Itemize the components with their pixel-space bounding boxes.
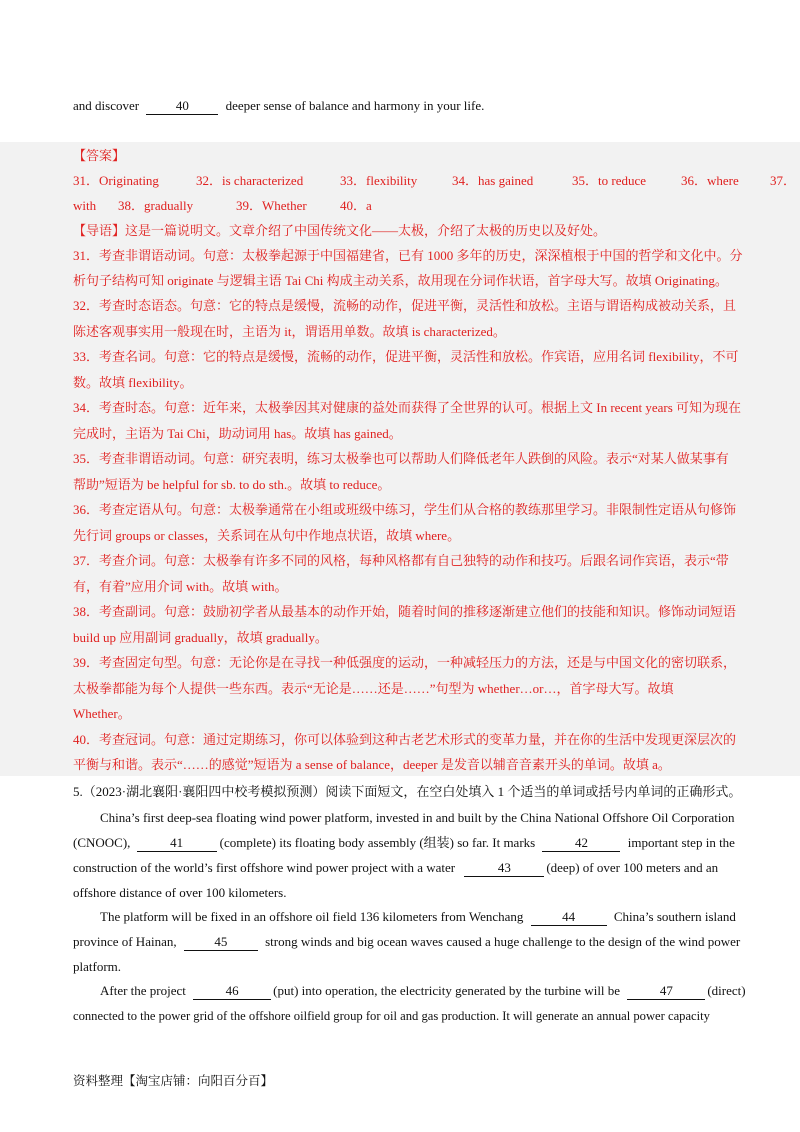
explanation-line: 37．考查介词。句意：太极拳有许多不同的风格，每种风格都有自己独特的动作和技巧。后跟名词作宾语，表示“带 <box>73 553 729 568</box>
explanation-line: 先行词 groups or classes，关系词在从句中作地点状语，故填 where。 <box>73 528 461 543</box>
explanation-line: 31．考查非谓语动词。句意：太极拳起源于中国福建省，已有 1000 多年的历史，深深植根于中国的哲学和文化中。分 <box>73 248 743 263</box>
explanation-line: 帮助”短语为 be helpful for sb. to do sth.。故填 to reduce。 <box>73 477 391 492</box>
passage-closing-line: and discover 40 deeper sense of balance and harmony in your life. <box>73 98 485 113</box>
explanation-line: 38．考查副词。句意：鼓励初学者从最基本的动作开始，随着时间的推移逐渐建立他们的技能和知识。修饰动词短语 <box>73 604 737 619</box>
passage-line: platform. <box>73 959 122 974</box>
question-header: 5.（2023·湖北襄阳·襄阳四中校考模拟预测）阅读下面短文，在空白处填入 1 个适当的单词或括号内单词的正确形式。 <box>73 784 742 799</box>
passage-line: China’s first deep-sea floating wind power platform, invested in and built by the China National Offshore Oil Corporation <box>100 810 735 825</box>
explanation-line: 陈述客观事实用一般现在时，主语为 it，谓语用单数。故填 is characterized。 <box>73 324 506 339</box>
explanation-line: 完成时，主语为 Tai Chi，助动词用 has。故填 has gained。 <box>73 426 402 441</box>
passage-line: province of Hainan, 45 strong winds and big ocean waves caused a huge challenge to the design of the wind power <box>73 934 741 949</box>
footer-note: 资料整理【淘宝店铺：向阳百分百】 <box>73 1074 274 1088</box>
answer-header: 【答案】 <box>73 148 126 163</box>
explanation-line: 平衡与和谐。表示“……的感觉”短语为 a sense of balance，deeper 是发音以辅音音素开头的单词。故填 a。 <box>73 757 671 772</box>
passage-line: (CNOOC), 41 (complete) its floating body assembly (组装) so far. It marks 42 important step in the <box>73 835 735 850</box>
explanation-line: 析句子结构可知 originate 与逻辑主语 Tai Chi 构成主动关系，故用现在分词作状语，首字母大写。故填 Originating。 <box>73 273 728 288</box>
explanation-line: 40．考查冠词。句意：通过定期练习，你可以体验到这种古老艺术形式的变革力量，并在你的生活中发现更深层次的 <box>73 732 737 747</box>
blank-46: 46 <box>193 983 271 1000</box>
passage-line: construction of the world’s first offshore wind power project with a water 43 (deep) of over 100 meters and an <box>73 860 719 875</box>
passage-line: connected to the power grid of the offshore oilfield group for oil and gas production. It will generate an annual power capacity <box>73 1009 710 1023</box>
explanation-line: 36．考查定语从句。句意：太极拳通常在小组或班级中练习，学生们从合格的教练那里学习。非限制性定语从句修饰 <box>73 502 737 517</box>
blank-43: 43 <box>464 860 544 877</box>
explanation-line: 有，有着”应用介词 with。故填 with。 <box>73 579 288 594</box>
explanation-line: 34．考查时态。句意：近年来，太极拳因其对健康的益处而获得了全世界的认可。根据上文 In recent years 可知为现在 <box>73 400 742 415</box>
explanation-line: Whether。 <box>73 706 131 721</box>
explanation-line: 35．考查非谓语动词。句意：研究表明，练习太极拳也可以帮助人们降低老年人跌倒的风险。表示“对某人做某事有 <box>73 451 729 466</box>
passage-line: After the project 46 (put) into operation, the electricity generated by the turbine will be 47 (direct) <box>100 983 746 998</box>
blank-42: 42 <box>542 835 620 852</box>
explanation-line: 33．考查名词。句意：它的特点是缓慢，流畅的动作，促进平衡，灵活性和放松。作宾语，应用名词 flexibility，不可 <box>73 349 739 364</box>
explanation-line: 数。故填 flexibility。 <box>73 375 193 390</box>
blank-47: 47 <box>627 983 705 1000</box>
blank-44: 44 <box>531 909 607 926</box>
blank-45: 45 <box>184 934 258 951</box>
passage-line: offshore distance of over 100 kilometers. <box>73 885 287 900</box>
explanation-line: 太极拳都能为每个人提供一些东西。表示“无论是……还是……”句型为 whether…or…，首字母大写。故填 <box>73 681 674 696</box>
explanation-line: 39．考查固定句型。句意：无论你是在寻找一种低强度的运动，一种减轻压力的方法，还是与中国文化的密切联系， <box>73 655 737 670</box>
explanation-line: 32．考查时态语态。句意：它的特点是缓慢，流畅的动作，促进平衡，灵活性和放松。主语与谓语构成被动关系，且 <box>73 298 737 313</box>
passage-line: The platform will be fixed in an offshore oil field 136 kilometers from Wenchang 44 China’s southern island <box>100 909 736 924</box>
explanation-line: build up 应用副词 gradually，故填 gradually。 <box>73 630 328 645</box>
guide-text: 【导语】这是一篇说明文。文章介绍了中国传统文化——太极，介绍了太极的历史以及好处。 <box>73 223 607 238</box>
blank-40: 40 <box>146 98 218 115</box>
blank-41: 41 <box>137 835 217 852</box>
